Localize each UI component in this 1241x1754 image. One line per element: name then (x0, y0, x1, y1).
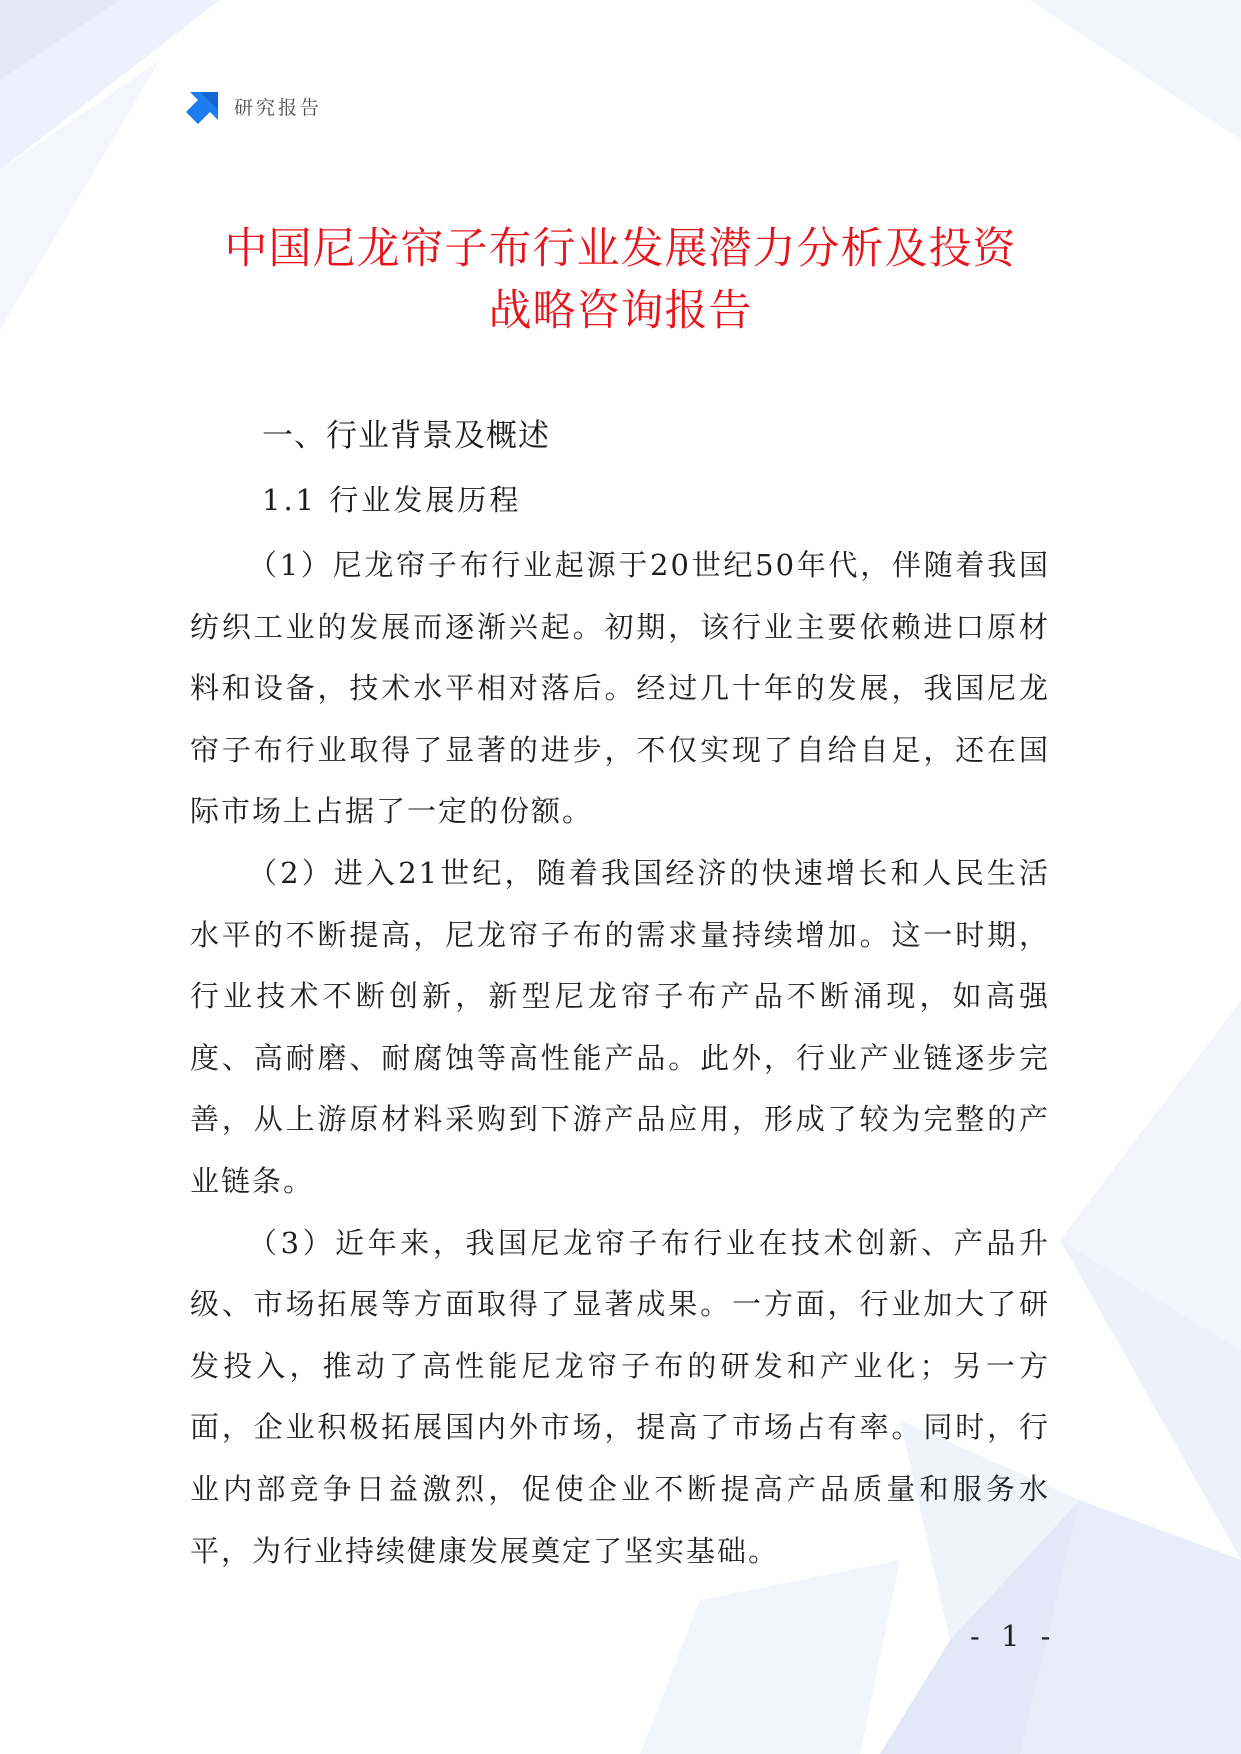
body-text (190, 535, 1050, 1582)
subsection-heading: 1.1 行业发展历程 (262, 483, 522, 517)
section-heading: 一、行业背景及概述 (262, 418, 550, 454)
paragraph: （1）尼龙帘子布行业起源于20世纪50年代，伴随着我国纺织工业的发展而逐渐兴起。初期，该行业主要依赖进口原材料和设备，技术水平相对落后。经过几十年的发展，我国尼龙帘子布行业取得了显著的进步，不仅实现了自给自足，还在国际市场上占据了一定的份额。 (190, 548, 1050, 829)
title-line-2: 战略咨询报告 (488, 286, 753, 336)
header-brand (186, 88, 322, 124)
title-line-1: 中国尼龙帘子布行业发展潜力分析及投资 (224, 224, 1017, 274)
document-title (150, 218, 1091, 342)
paragraph: （3）近年来，我国尼龙帘子布行业在技术创新、产品升级、市场拓展等方面取得了显著成果。一方面，行业加大了研发投入，推动了高性能尼龙帘子布的研发和产业化；另一方面，企业积极拓展国内外市场，提高了市场占有率。同时，行业内部竞争日益激烈，促使企业不断提高产品质量和服务水平，为行业持续健康发展奠定了坚实基础。 (190, 1225, 1050, 1568)
paragraph: （2）进入21世纪，随着我国经济的快速增长和人民生活水平的不断提高，尼龙帘子布的需求量持续增加。这一时期，行业技术不断创新，新型尼龙帘子布产品不断涌现，如高强度、高耐磨、耐腐蚀等高性能产品。此外，行业产业链逐步完善，从上游原材料采购到下游产品应用，形成了较为完整的产业链条。 (190, 855, 1050, 1198)
page-number: - 1 - (970, 1619, 1057, 1653)
arrow-up-right-icon (186, 88, 222, 124)
brand-label: 研究报告 (234, 96, 323, 119)
